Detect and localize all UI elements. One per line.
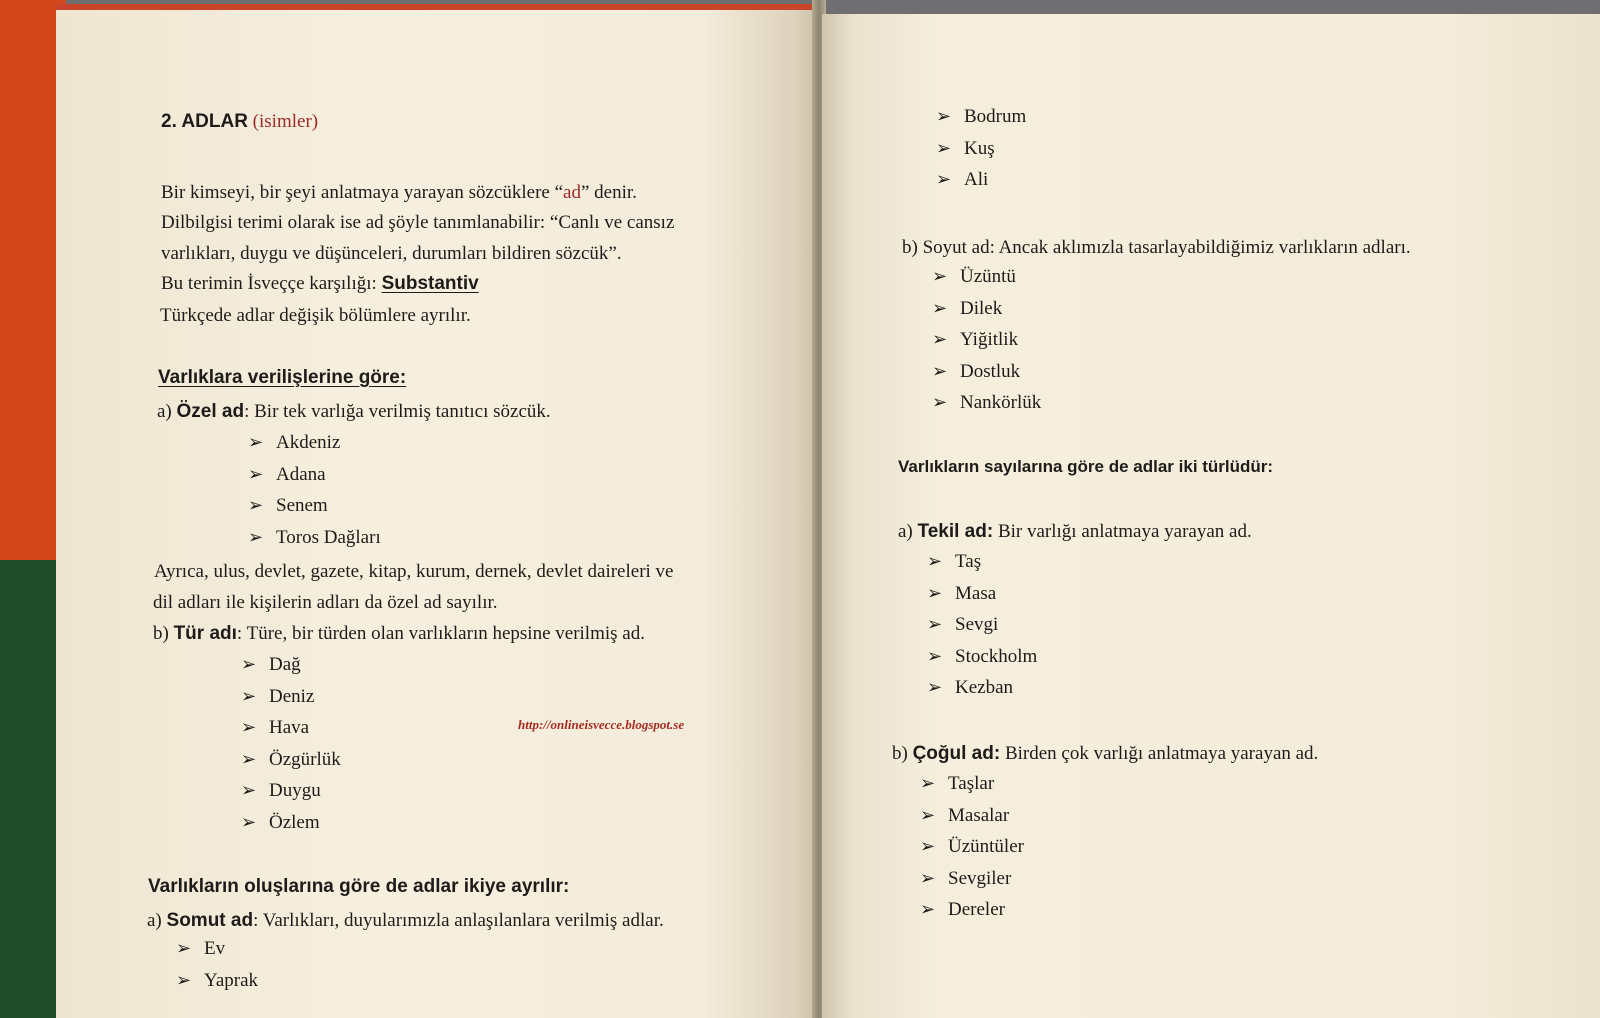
list-item-text: Dereler — [948, 899, 1005, 921]
list-item-text: Sevgi — [955, 614, 999, 636]
intro-line-5: Türkçede adlar değişik bölümlere ayrılır. — [160, 305, 471, 326]
list-item — [248, 493, 328, 518]
arrow-bullet-icon: ➢ — [241, 717, 257, 738]
arrow-bullet-icon: ➢ — [932, 360, 948, 381]
list-item-text: Senem — [276, 495, 328, 517]
ayrica-line-1: Ayrıca, ulus, devlet, gazete, kitap, kurum, dernek, devlet daireleri ve — [154, 561, 674, 582]
list-item-text: Deniz — [269, 685, 315, 707]
list-item-text: Akdeniz — [276, 432, 341, 453]
arrow-bullet-icon: ➢ — [176, 938, 192, 958]
right-page — [822, 14, 1600, 1018]
list-item — [241, 747, 341, 772]
list-item-text: Toros Dağları — [276, 526, 381, 548]
list-item-text: Taşlar — [948, 773, 995, 794]
list-item — [932, 327, 1018, 352]
list-item — [920, 866, 1011, 891]
list-item — [920, 803, 1009, 828]
list-item — [248, 462, 326, 487]
arrow-bullet-icon: ➢ — [936, 137, 952, 158]
arrow-bullet-icon: ➢ — [936, 169, 952, 189]
list-item — [927, 549, 981, 574]
arrow-bullet-icon: ➢ — [241, 685, 257, 706]
arrow-bullet-icon: ➢ — [920, 836, 936, 857]
list-item — [176, 936, 225, 961]
blog-url-watermark: http://onlineisvecce.blogspot.se — [518, 717, 685, 732]
subheading-sayi: Varlıkların sayılarına göre de adlar iki türlüdür: — [898, 457, 1274, 476]
ozel-ad-definition: a) Özel ad: Bir tek varlığa verilmiş tanıtıcı sözcük. — [157, 401, 551, 422]
list-item — [920, 897, 1005, 922]
list-item-text: Özlem — [269, 812, 320, 833]
list-item — [927, 675, 1013, 700]
arrow-bullet-icon: ➢ — [248, 526, 264, 547]
arrow-bullet-icon: ➢ — [936, 106, 952, 126]
list-item-text: Ali — [964, 169, 989, 190]
arrow-bullet-icon: ➢ — [927, 645, 943, 666]
arrow-bullet-icon: ➢ — [920, 867, 936, 888]
intro-line-1: Bir kimseyi, bir şeyi anlatmaya yarayan sözcüklere “ad” denir. — [161, 182, 637, 203]
list-item-text: Dostluk — [960, 360, 1021, 382]
ayrica-line-2: dil adları ile kişilerin adları da özel ad sayılır. — [153, 592, 498, 613]
list-item — [936, 104, 1026, 129]
list-item-text: Bodrum — [964, 106, 1027, 127]
list-item — [176, 968, 258, 993]
intro-line-4: Bu terimin İsveççe karşılığı: Substantiv — [161, 273, 479, 294]
arrow-bullet-icon: ➢ — [920, 773, 936, 793]
list-item-text: Masalar — [948, 804, 1010, 826]
list-item — [920, 771, 994, 796]
arrow-bullet-icon: ➢ — [932, 329, 948, 349]
arrow-bullet-icon: ➢ — [932, 392, 948, 412]
list-item — [241, 778, 321, 803]
list-item-text: Yiğitlik — [960, 329, 1019, 350]
arrow-bullet-icon: ➢ — [927, 551, 943, 571]
list-item — [241, 810, 320, 835]
list-item-text: Kezban — [955, 677, 1014, 699]
arrow-bullet-icon: ➢ — [248, 432, 264, 452]
left-page — [56, 4, 820, 1018]
list-item-text: Dağ — [269, 654, 301, 675]
section-heading: 2. ADLAR (isimler) — [161, 111, 319, 132]
list-item-text: Sevgiler — [948, 867, 1012, 889]
arrow-bullet-icon: ➢ — [920, 804, 936, 825]
arrow-bullet-icon: ➢ — [248, 463, 264, 484]
intro-line-2: Dilbilgisi terimi olarak ise ad şöyle tanımlanabilir: “Canlı ve cansız — [161, 212, 675, 233]
list-item-text: Hava — [269, 717, 310, 739]
list-item-text: Kuş — [964, 137, 995, 159]
list-item-text: Nankörlük — [960, 392, 1042, 413]
intro-line-3: varlıkları, duygu ve düşünceleri, durumları bildiren sözcük”. — [161, 243, 622, 264]
list-item-text: Özgürlük — [269, 748, 341, 770]
tur-adi-definition: b) Tür adı: Türe, bir türden olan varlıkların hepsine verilmiş ad. — [153, 623, 645, 644]
arrow-bullet-icon: ➢ — [241, 748, 257, 769]
list-item — [241, 652, 301, 677]
list-item-text: Üzüntü — [960, 266, 1016, 287]
arrow-bullet-icon: ➢ — [176, 969, 192, 990]
list-item — [241, 684, 314, 709]
list-item — [927, 612, 998, 637]
arrow-bullet-icon: ➢ — [920, 899, 936, 920]
list-item-text: Taş — [955, 551, 982, 572]
cogul-ad-definition: b) Çoğul ad: Birden çok varlığı anlatmaya yarayan ad. — [892, 743, 1319, 764]
list-item-text: Masa — [955, 582, 997, 604]
arrow-bullet-icon: ➢ — [932, 297, 948, 318]
tekil-ad-definition: a) Tekil ad: Bir varlığı anlatmaya yarayan ad. — [898, 521, 1252, 542]
arrow-bullet-icon: ➢ — [241, 780, 257, 801]
subheading-verilis: Varlıklara verilişlerine göre: — [158, 367, 407, 388]
somut-ad-definition: a) Somut ad: Varlıkları, duyularımızla anlaşılanlara verilmiş adlar. — [147, 910, 664, 931]
list-item — [927, 644, 1037, 669]
list-item — [932, 390, 1041, 415]
list-item-text: Stockholm — [955, 645, 1038, 667]
arrow-bullet-icon: ➢ — [927, 614, 943, 635]
list-item — [248, 430, 340, 455]
arrow-bullet-icon: ➢ — [241, 812, 257, 832]
list-item — [936, 167, 988, 192]
arrow-bullet-icon: ➢ — [932, 266, 948, 286]
list-item — [248, 525, 381, 550]
list-item-text: Yaprak — [204, 969, 259, 991]
list-item-text: Duygu — [269, 780, 321, 802]
soyut-ad-definition: b) Soyut ad: Ancak aklımızla tasarlayabildiğimiz varlıkların adları. — [902, 237, 1411, 258]
list-item — [932, 359, 1020, 384]
list-item — [920, 834, 1024, 859]
list-item-text: Ev — [204, 938, 226, 959]
list-item — [927, 581, 996, 606]
arrow-bullet-icon: ➢ — [927, 677, 943, 698]
arrow-bullet-icon: ➢ — [927, 582, 943, 603]
arrow-bullet-icon: ➢ — [248, 495, 264, 516]
arrow-bullet-icon: ➢ — [241, 654, 257, 674]
list-item — [932, 296, 1002, 321]
list-item — [932, 264, 1016, 289]
list-item — [936, 136, 995, 161]
subheading-olusum: Varlıkların oluşlarına göre de adlar ikiye ayrılır: — [148, 876, 570, 897]
list-item-text: Dilek — [960, 297, 1003, 319]
list-item — [241, 715, 309, 740]
list-item-text: Üzüntüler — [948, 836, 1024, 858]
list-item-text: Adana — [276, 463, 326, 485]
